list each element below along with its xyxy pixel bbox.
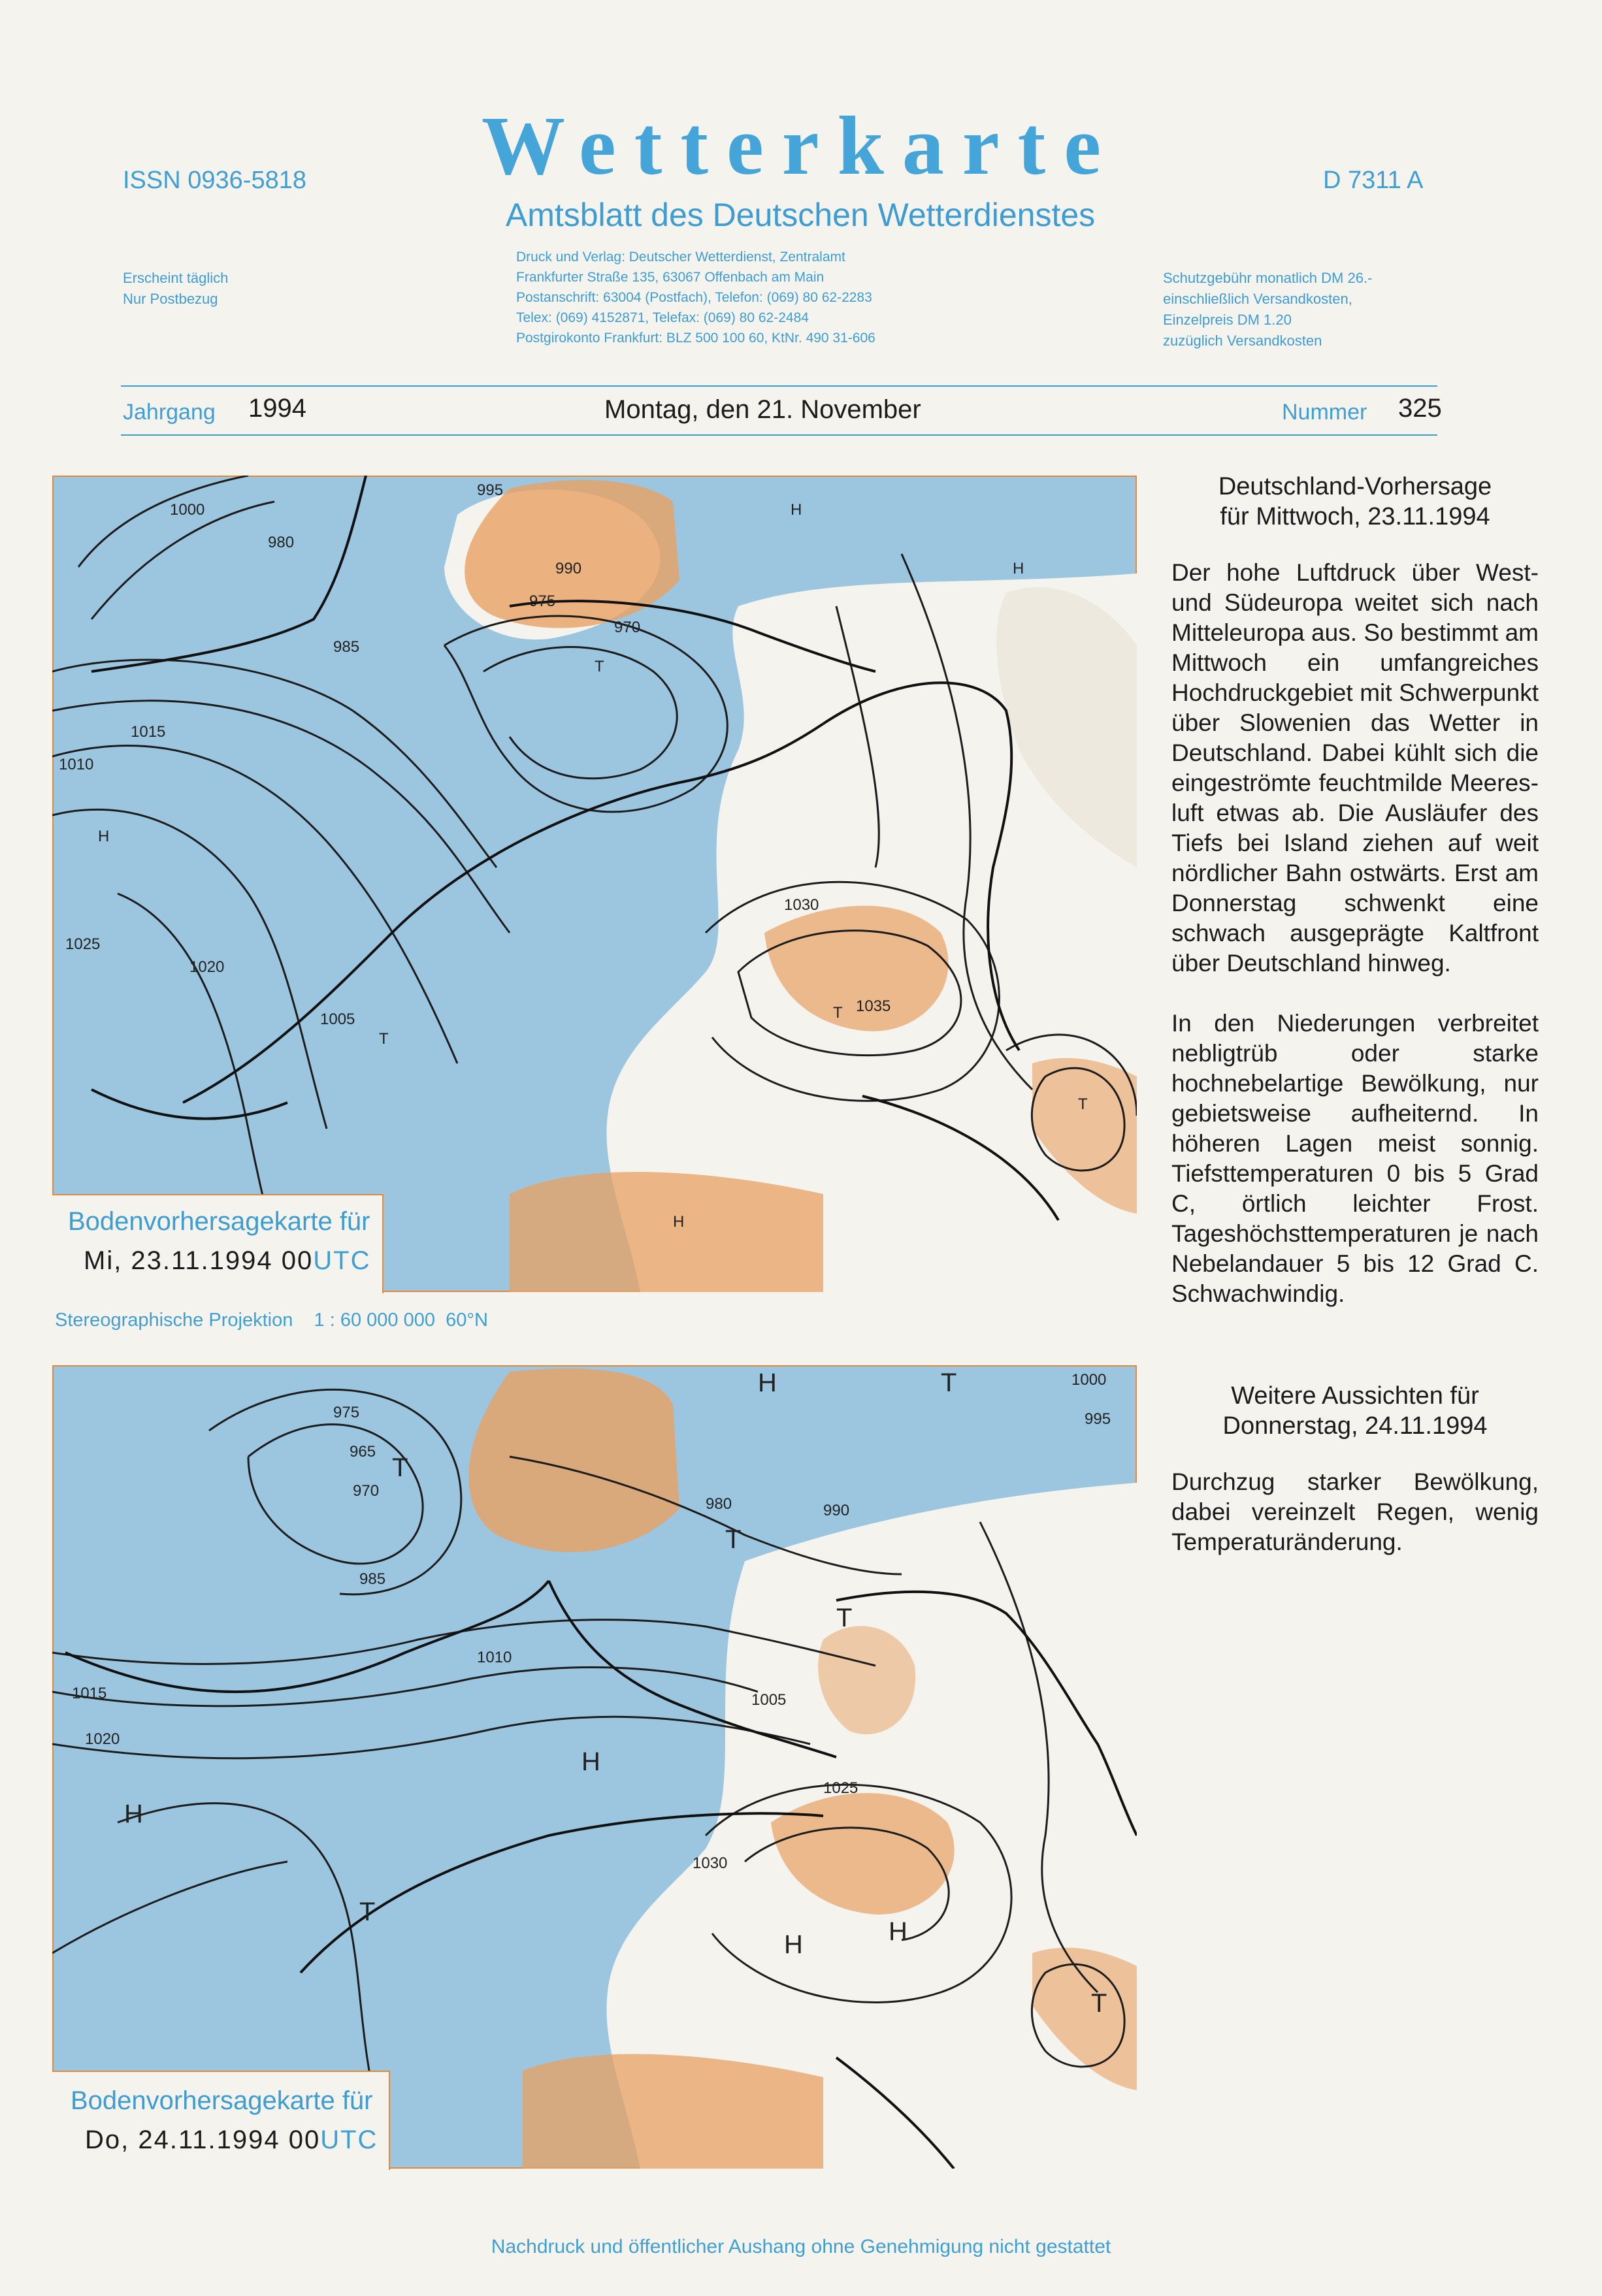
note-line: Schutzgebühr monatlich DM 26.- bbox=[1163, 270, 1373, 286]
imprint bbox=[516, 247, 1104, 348]
imprint-line: Postgirokonto Frankfurt: BLZ 500 100 60, KtNr. 490 31-606 bbox=[516, 331, 875, 346]
isobar-label: 980 bbox=[706, 1495, 732, 1513]
note-line: Nur Postbezug bbox=[123, 291, 218, 307]
center-marker: T bbox=[725, 1525, 742, 1554]
isobar-label: 970 bbox=[353, 1482, 380, 1500]
north-africa-land bbox=[523, 2054, 823, 2169]
isobar-label: 990 bbox=[555, 560, 582, 577]
caption-date-text: Mi, 23.11.1994 00 bbox=[84, 1246, 314, 1275]
center-marker: H bbox=[791, 501, 802, 519]
map2-caption bbox=[52, 2071, 390, 2170]
isobar-label: 980 bbox=[268, 534, 295, 551]
map2-caption-date bbox=[85, 2126, 378, 2155]
center-marker: T bbox=[379, 1030, 389, 1048]
center-marker: H bbox=[889, 1917, 907, 1946]
forecast-map-thursday bbox=[52, 1365, 1137, 2169]
center-marker: H bbox=[1013, 560, 1024, 577]
issue-number: 325 bbox=[1398, 394, 1442, 423]
heading-line: Donnerstag, 24.11.1994 bbox=[1222, 1412, 1488, 1440]
isobar-label: 1000 bbox=[1071, 1371, 1107, 1389]
outlook-heading bbox=[1171, 1381, 1539, 1441]
isobar-label: 965 bbox=[350, 1443, 376, 1461]
year-label: Jahrgang bbox=[123, 400, 216, 425]
header-rule-bottom bbox=[121, 434, 1437, 436]
note-line: zuzüglich Versandkosten bbox=[1163, 332, 1322, 349]
forecast-heading bbox=[1171, 472, 1539, 532]
isobar-label: 970 bbox=[614, 619, 641, 636]
note-line: Einzelpreis DM 1.20 bbox=[1163, 312, 1292, 328]
isobar-label: 985 bbox=[359, 1570, 386, 1588]
heading-line: Deutschland-Vorhersage bbox=[1218, 473, 1492, 500]
greenland-land bbox=[468, 1368, 679, 1552]
forecast-text-column bbox=[1171, 472, 1539, 1557]
outlook-paragraph: Durchzug starker Bewölkung, dabei vereinzelt Regen, wenig Temperaturänderung. bbox=[1171, 1468, 1539, 1555]
isobar-label: 990 bbox=[823, 1502, 850, 1519]
center-marker: T bbox=[1091, 1989, 1107, 2018]
center-marker: H bbox=[784, 1930, 803, 1959]
forecast-paragraph: Der hohe Luftdruck über West- und Südeuropa weitet sich nach Mitteleuropa aus. So bestimmt am Mittwoch ein umfangreiches Hochdruckgebiet mit Schwerpunkt über Slowenien das Wetter in Deutschland. Dabei kühlt sich die eingeströmte feuchtmilde Meeresluft etwas ab. Die Ausläufer des Tiefs bei Island ziehen auf weit nördlicher Bahn ostwärts. Erst am Donnerstag schwenkt eine schwach ausgeprägte Kaltfront über Deutschland hinweg. bbox=[1171, 559, 1539, 977]
isobar-label: 1030 bbox=[693, 1854, 728, 1872]
isobar-label: 1020 bbox=[189, 958, 225, 976]
number-label: Nummer bbox=[1282, 400, 1367, 425]
weather-map-svg bbox=[52, 476, 1137, 1292]
isobar-label: 995 bbox=[477, 481, 504, 499]
center-marker: T bbox=[359, 1898, 376, 1926]
center-marker: H bbox=[758, 1368, 777, 1397]
price-note bbox=[1163, 268, 1372, 351]
caption-utc: UTC bbox=[320, 2126, 378, 2154]
map1-caption-title: Bodenvorhersagekarte für bbox=[68, 1207, 370, 1236]
isobar-label: 1000 bbox=[170, 501, 205, 519]
isobar-label: 1005 bbox=[320, 1011, 355, 1028]
isobar-label: 975 bbox=[529, 592, 556, 610]
heading-line: Weitere Aussichten für bbox=[1231, 1382, 1479, 1410]
issue-date: Montag, den 21. November bbox=[604, 395, 921, 424]
masthead-title: Wetterkarte bbox=[481, 99, 1120, 192]
map2-caption-title: Bodenvorhersagekarte für bbox=[71, 2086, 373, 2115]
distribution-code: D 7311 A bbox=[1323, 167, 1424, 194]
isobar-label: 1020 bbox=[85, 1730, 120, 1748]
year: 1994 bbox=[248, 394, 306, 423]
masthead-subtitle: Amtsblatt des Deutschen Wetterdienstes bbox=[505, 197, 1096, 233]
north-africa-land bbox=[510, 1172, 823, 1292]
note-line: einschließlich Versandkosten, bbox=[1163, 291, 1352, 307]
reprint-notice: Nachdruck und öffentlicher Aushang ohne Genehmigung nicht gestattet bbox=[491, 2236, 1111, 2257]
imprint-line: Telex: (069) 4152871, Telefax: (069) 80 62-2484 bbox=[516, 310, 809, 325]
isobar-label: 1010 bbox=[477, 1649, 512, 1666]
imprint-line: Frankfurter Straße 135, 63067 Offenbach am Main bbox=[516, 270, 825, 285]
caption-utc: UTC bbox=[313, 1246, 371, 1275]
center-marker: H bbox=[98, 828, 110, 845]
center-marker: T bbox=[836, 1604, 853, 1632]
note-line: Erscheint täglich bbox=[123, 270, 229, 286]
isobar-label: 995 bbox=[1085, 1410, 1111, 1428]
center-marker: T bbox=[595, 658, 604, 675]
heading-line: für Mittwoch, 23.11.1994 bbox=[1220, 503, 1490, 530]
isobar-label: 1030 bbox=[784, 896, 819, 914]
center-marker: H bbox=[124, 1800, 143, 1828]
center-marker: H bbox=[581, 1747, 600, 1776]
forecast-map-wednesday bbox=[52, 476, 1137, 1292]
map1-caption-date bbox=[84, 1246, 370, 1276]
weather-map-svg bbox=[52, 1365, 1137, 2169]
imprint-line: Postanschrift: 63004 (Postfach), Telefon: (069) 80 62-2283 bbox=[516, 290, 872, 305]
imprint-line: Druck und Verlag: Deutscher Wetterdienst, Zentralamt bbox=[516, 250, 845, 265]
center-marker: T bbox=[392, 1453, 408, 1482]
map1-caption bbox=[52, 1194, 384, 1293]
issn: ISSN 0936-5818 bbox=[123, 167, 306, 194]
forecast-paragraph: In den Niederungen verbreitet nebligtrüb oder starke hochnebelartige Bewölkung, nur gebietsweise aufheiternd. In höheren Lagen meist sonnig. Tiefsttemperaturen 0 bis 5 Grad C, örtlich leichter Frost. Tageshöchsttemperaturen je nach Nebelandauer 5 bis 12 Grad C. Schwachwindig. bbox=[1171, 1010, 1539, 1307]
header-rule-top bbox=[121, 385, 1437, 387]
isobar-label: 1035 bbox=[856, 997, 891, 1015]
center-marker: T bbox=[833, 1004, 843, 1022]
publication-note bbox=[123, 268, 228, 310]
isobar-label: 975 bbox=[333, 1404, 360, 1421]
center-marker: T bbox=[1078, 1095, 1088, 1113]
isobar-label: 1025 bbox=[65, 935, 101, 953]
isobar-label: 1015 bbox=[131, 723, 166, 741]
isobar-label: 1025 bbox=[823, 1779, 858, 1797]
isobar-label: 1015 bbox=[72, 1685, 107, 1702]
center-marker: H bbox=[673, 1213, 685, 1231]
isobar-label: 1010 bbox=[59, 756, 94, 773]
isobar-label: 985 bbox=[333, 638, 360, 656]
isobar-label: 1005 bbox=[751, 1691, 787, 1709]
projection-note: Stereographische Projektion 1 : 60 000 000 60°N bbox=[55, 1310, 488, 1331]
center-marker: T bbox=[941, 1368, 957, 1397]
caption-date-text: Do, 24.11.1994 00 bbox=[85, 2126, 321, 2154]
